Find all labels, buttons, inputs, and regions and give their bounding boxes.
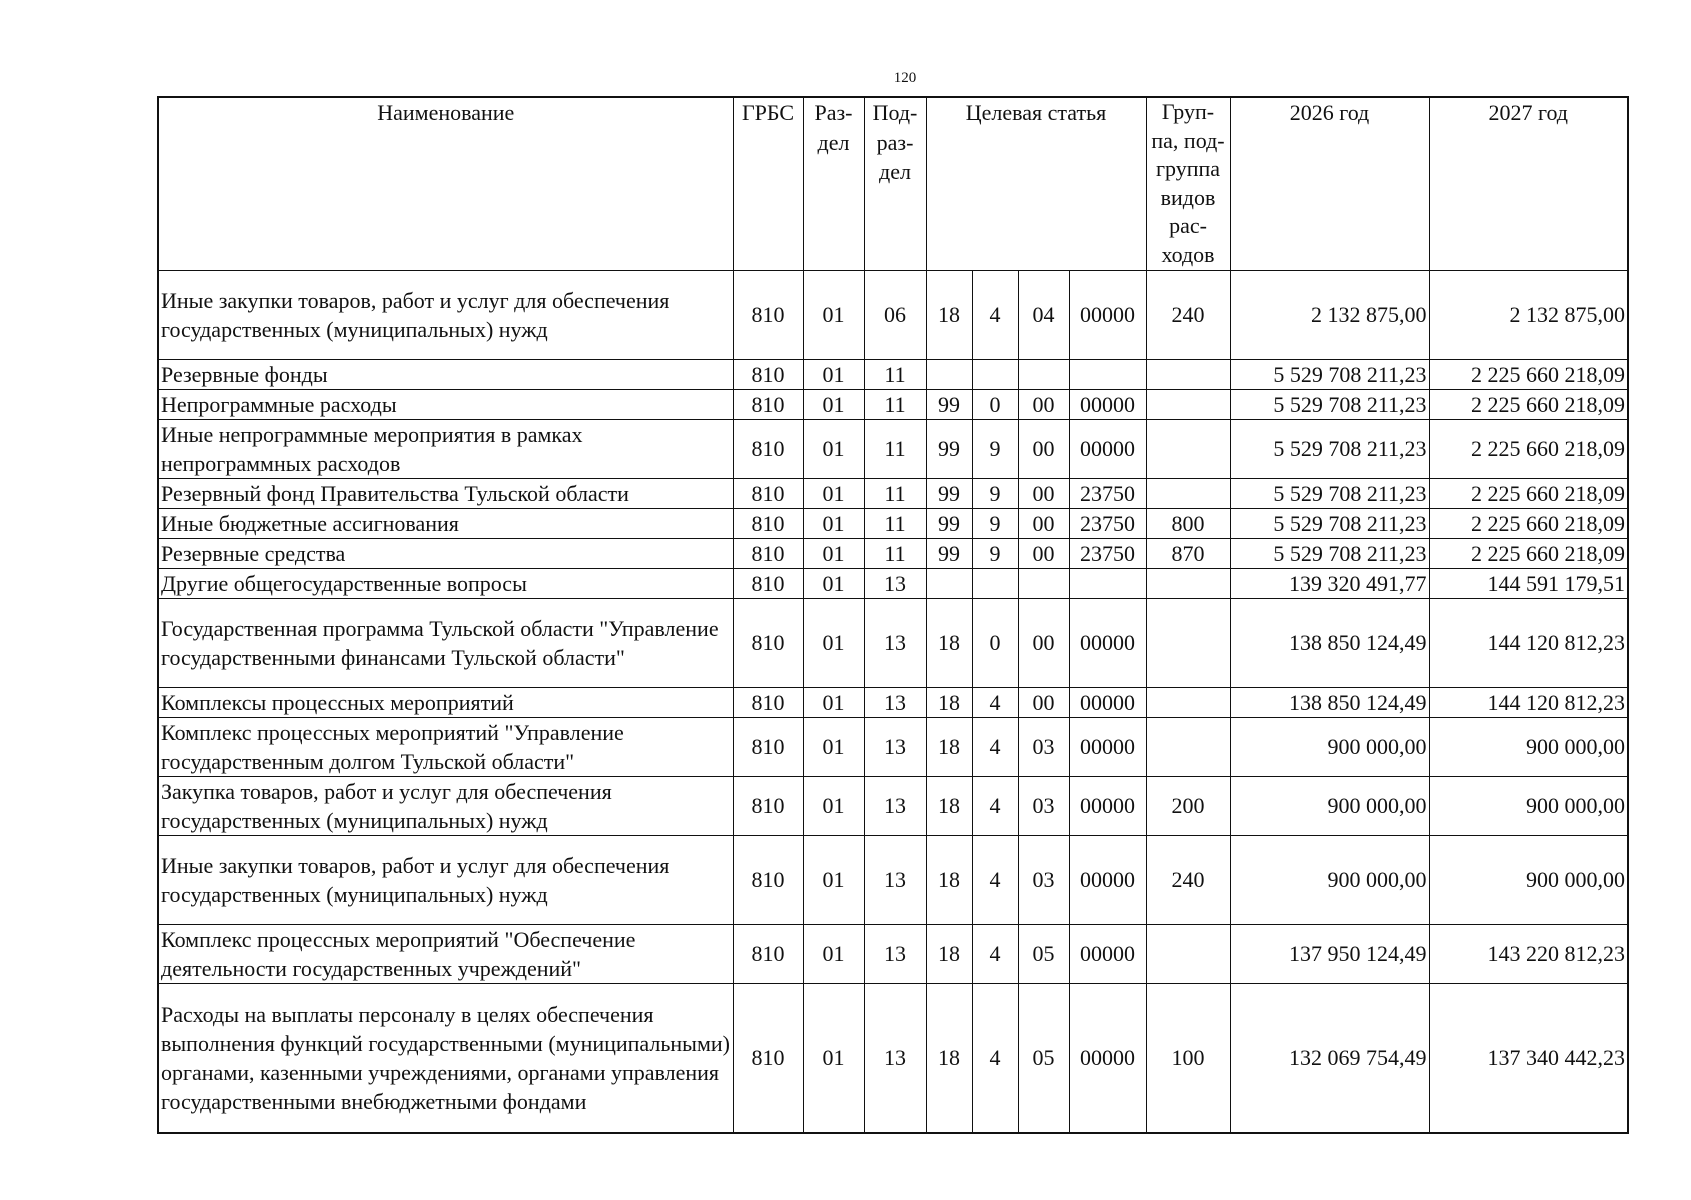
row-podrazdel: 06: [864, 270, 926, 359]
header-grbs: ГРБС: [733, 97, 803, 270]
row-name: Комплекс процессных мероприятий "Управление государственным долгом Тульской области": [158, 717, 733, 776]
row-target-program: 18: [926, 717, 972, 776]
row-target-sub: 00: [1018, 419, 1069, 478]
row-expense-group: 870: [1146, 538, 1230, 568]
row-name: Резервные фонды: [158, 359, 733, 389]
row-target-direction: 23750: [1069, 478, 1146, 508]
row-target-program: 18: [926, 983, 972, 1133]
row-expense-group: [1146, 924, 1230, 983]
table-row: [158, 717, 1628, 776]
row-amount-2026: 132 069 754,49: [1230, 983, 1429, 1133]
row-target-sub: 00: [1018, 478, 1069, 508]
row-target-program: 99: [926, 508, 972, 538]
row-amount-2026: 138 850 124,49: [1230, 687, 1429, 717]
row-amount-2026: 5 529 708 211,23: [1230, 478, 1429, 508]
row-target-program: 99: [926, 389, 972, 419]
row-name: Иные закупки товаров, работ и услуг для обеспечения государственных (муниципальных) нужд: [158, 270, 733, 359]
row-expense-group: [1146, 478, 1230, 508]
row-name: Иные непрограммные мероприятия в рамках непрограммных расходов: [158, 419, 733, 478]
row-target-sub: [1018, 568, 1069, 598]
row-amount-2027: 144 120 812,23: [1429, 687, 1628, 717]
row-expense-group: 100: [1146, 983, 1230, 1133]
row-podrazdel: 11: [864, 389, 926, 419]
row-amount-2026: 900 000,00: [1230, 776, 1429, 835]
table-row: [158, 924, 1628, 983]
row-grbs: 810: [733, 270, 803, 359]
row-target-program: [926, 568, 972, 598]
row-target-direction: 00000: [1069, 419, 1146, 478]
row-razdel: 01: [803, 598, 864, 687]
row-podrazdel: 13: [864, 598, 926, 687]
row-podrazdel: 11: [864, 478, 926, 508]
row-amount-2026: 5 529 708 211,23: [1230, 419, 1429, 478]
row-target-type: 4: [972, 835, 1018, 924]
table-row: [158, 538, 1628, 568]
row-razdel: 01: [803, 568, 864, 598]
row-target-program: 99: [926, 419, 972, 478]
row-amount-2026: 900 000,00: [1230, 835, 1429, 924]
row-target-direction: 00000: [1069, 687, 1146, 717]
row-target-sub: 00: [1018, 687, 1069, 717]
row-expense-group: 800: [1146, 508, 1230, 538]
page-number: 120: [893, 70, 917, 86]
row-amount-2026: 900 000,00: [1230, 717, 1429, 776]
row-name: Иные закупки товаров, работ и услуг для обеспечения государственных (муниципальных) нужд: [158, 835, 733, 924]
row-podrazdel: 11: [864, 538, 926, 568]
row-amount-2026: 5 529 708 211,23: [1230, 538, 1429, 568]
row-name: Резервный фонд Правительства Тульской области: [158, 478, 733, 508]
row-razdel: 01: [803, 538, 864, 568]
table-row: [158, 419, 1628, 478]
row-target-direction: 23750: [1069, 538, 1146, 568]
table-row: [158, 568, 1628, 598]
budget-table: [157, 96, 1629, 1134]
row-name: Непрограммные расходы: [158, 389, 733, 419]
row-target-type: 4: [972, 924, 1018, 983]
row-amount-2026: 139 320 491,77: [1230, 568, 1429, 598]
row-target-direction: 23750: [1069, 508, 1146, 538]
row-expense-group: [1146, 568, 1230, 598]
row-name: Другие общегосударственные вопросы: [158, 568, 733, 598]
row-amount-2027: 2 225 660 218,09: [1429, 478, 1628, 508]
row-target-program: 18: [926, 835, 972, 924]
row-amount-2026: 5 529 708 211,23: [1230, 359, 1429, 389]
row-razdel: 01: [803, 508, 864, 538]
row-target-type: 4: [972, 983, 1018, 1133]
row-amount-2027: 144 120 812,23: [1429, 598, 1628, 687]
table-row: [158, 687, 1628, 717]
row-target-program: 99: [926, 478, 972, 508]
table-row: [158, 478, 1628, 508]
row-target-type: [972, 568, 1018, 598]
row-amount-2027: 2 132 875,00: [1429, 270, 1628, 359]
table-row: [158, 835, 1628, 924]
row-target-sub: 03: [1018, 717, 1069, 776]
row-razdel: 01: [803, 687, 864, 717]
table-row: [158, 508, 1628, 538]
row-target-sub: 03: [1018, 835, 1069, 924]
row-grbs: 810: [733, 776, 803, 835]
row-amount-2026: 5 529 708 211,23: [1230, 389, 1429, 419]
table-row: [158, 270, 1628, 359]
row-grbs: 810: [733, 598, 803, 687]
row-expense-group: 240: [1146, 835, 1230, 924]
row-grbs: 810: [733, 419, 803, 478]
table-row: [158, 983, 1628, 1133]
row-target-direction: 00000: [1069, 270, 1146, 359]
row-amount-2026: 138 850 124,49: [1230, 598, 1429, 687]
row-razdel: 01: [803, 359, 864, 389]
row-target-program: 18: [926, 270, 972, 359]
row-razdel: 01: [803, 983, 864, 1133]
row-target-sub: 03: [1018, 776, 1069, 835]
row-amount-2026: 5 529 708 211,23: [1230, 508, 1429, 538]
row-expense-group: [1146, 717, 1230, 776]
row-expense-group: [1146, 598, 1230, 687]
row-target-program: 18: [926, 924, 972, 983]
row-grbs: 810: [733, 568, 803, 598]
row-name: Расходы на выплаты персоналу в целях обеспечения выполнения функций государственными (муниципальными) органами, казенными учреждениями, органами управления государственными внебюджетными фондами: [158, 983, 733, 1133]
row-razdel: 01: [803, 389, 864, 419]
row-razdel: 01: [803, 419, 864, 478]
row-grbs: 810: [733, 389, 803, 419]
row-target-type: 0: [972, 389, 1018, 419]
header-row: [158, 97, 1628, 270]
header-name: Наименование: [158, 97, 733, 270]
row-name: Иные бюджетные ассигнования: [158, 508, 733, 538]
header-podrazdel: Под- раз- дел: [864, 97, 926, 270]
row-grbs: 810: [733, 538, 803, 568]
table-row: [158, 389, 1628, 419]
row-expense-group: 240: [1146, 270, 1230, 359]
row-amount-2027: 2 225 660 218,09: [1429, 359, 1628, 389]
row-expense-group: [1146, 687, 1230, 717]
row-podrazdel: 13: [864, 924, 926, 983]
row-amount-2027: 144 591 179,51: [1429, 568, 1628, 598]
row-podrazdel: 13: [864, 717, 926, 776]
header-year-2026: 2026 год: [1230, 97, 1429, 270]
row-target-sub: 00: [1018, 538, 1069, 568]
row-expense-group: [1146, 359, 1230, 389]
header-expense-group: Груп- па, под- группа видов рас- ходов: [1146, 97, 1230, 270]
row-target-type: 4: [972, 270, 1018, 359]
row-target-type: [972, 359, 1018, 389]
row-target-type: 9: [972, 508, 1018, 538]
row-podrazdel: 13: [864, 776, 926, 835]
row-amount-2026: 137 950 124,49: [1230, 924, 1429, 983]
row-target-direction: 00000: [1069, 835, 1146, 924]
row-amount-2027: 2 225 660 218,09: [1429, 419, 1628, 478]
row-grbs: 810: [733, 717, 803, 776]
row-target-type: 4: [972, 717, 1018, 776]
row-target-direction: 00000: [1069, 389, 1146, 419]
row-podrazdel: 11: [864, 508, 926, 538]
row-target-program: 18: [926, 687, 972, 717]
row-expense-group: [1146, 419, 1230, 478]
row-target-sub: 05: [1018, 924, 1069, 983]
row-target-direction: [1069, 359, 1146, 389]
row-name: Резервные средства: [158, 538, 733, 568]
row-target-program: 99: [926, 538, 972, 568]
row-podrazdel: 13: [864, 568, 926, 598]
row-target-type: 9: [972, 419, 1018, 478]
row-amount-2027: 900 000,00: [1429, 835, 1628, 924]
row-grbs: 810: [733, 687, 803, 717]
row-target-direction: 00000: [1069, 598, 1146, 687]
row-podrazdel: 13: [864, 983, 926, 1133]
row-razdel: 01: [803, 776, 864, 835]
row-target-program: 18: [926, 776, 972, 835]
row-podrazdel: 13: [864, 835, 926, 924]
row-grbs: 810: [733, 924, 803, 983]
row-name: Закупка товаров, работ и услуг для обеспечения государственных (муниципальных) нужд: [158, 776, 733, 835]
row-target-sub: 00: [1018, 598, 1069, 687]
table-row: [158, 598, 1628, 687]
row-target-sub: 00: [1018, 508, 1069, 538]
row-amount-2026: 2 132 875,00: [1230, 270, 1429, 359]
row-target-type: 9: [972, 478, 1018, 508]
row-amount-2027: 2 225 660 218,09: [1429, 538, 1628, 568]
row-name: Комплексы процессных мероприятий: [158, 687, 733, 717]
row-grbs: 810: [733, 835, 803, 924]
row-amount-2027: 900 000,00: [1429, 776, 1628, 835]
row-expense-group: [1146, 389, 1230, 419]
row-expense-group: 200: [1146, 776, 1230, 835]
row-target-sub: 05: [1018, 983, 1069, 1133]
row-amount-2027: 2 225 660 218,09: [1429, 508, 1628, 538]
row-grbs: 810: [733, 983, 803, 1133]
header-year-2027: 2027 год: [1429, 97, 1628, 270]
row-amount-2027: 137 340 442,23: [1429, 983, 1628, 1133]
row-target-sub: 04: [1018, 270, 1069, 359]
row-razdel: 01: [803, 835, 864, 924]
row-target-sub: [1018, 359, 1069, 389]
row-razdel: 01: [803, 717, 864, 776]
table-row: [158, 359, 1628, 389]
row-target-type: 4: [972, 687, 1018, 717]
table-row: [158, 776, 1628, 835]
row-grbs: 810: [733, 508, 803, 538]
row-target-direction: 00000: [1069, 983, 1146, 1133]
row-razdel: 01: [803, 924, 864, 983]
row-target-direction: 00000: [1069, 924, 1146, 983]
header-razdel: Раз- дел: [803, 97, 864, 270]
row-podrazdel: 13: [864, 687, 926, 717]
row-amount-2027: 143 220 812,23: [1429, 924, 1628, 983]
row-podrazdel: 11: [864, 419, 926, 478]
row-grbs: 810: [733, 359, 803, 389]
row-podrazdel: 11: [864, 359, 926, 389]
row-razdel: 01: [803, 478, 864, 508]
row-target-direction: 00000: [1069, 776, 1146, 835]
row-target-program: [926, 359, 972, 389]
row-razdel: 01: [803, 270, 864, 359]
row-target-sub: 00: [1018, 389, 1069, 419]
row-target-direction: 00000: [1069, 717, 1146, 776]
row-amount-2027: 900 000,00: [1429, 717, 1628, 776]
row-amount-2027: 2 225 660 218,09: [1429, 389, 1628, 419]
row-name: Комплекс процессных мероприятий "Обеспечение деятельности государственных учреждений": [158, 924, 733, 983]
row-target-type: 0: [972, 598, 1018, 687]
header-target-article: Целевая статья: [926, 97, 1146, 270]
row-target-direction: [1069, 568, 1146, 598]
row-target-type: 4: [972, 776, 1018, 835]
row-grbs: 810: [733, 478, 803, 508]
row-name: Государственная программа Тульской области "Управление государственными финансами Тульской области": [158, 598, 733, 687]
row-target-type: 9: [972, 538, 1018, 568]
row-target-program: 18: [926, 598, 972, 687]
